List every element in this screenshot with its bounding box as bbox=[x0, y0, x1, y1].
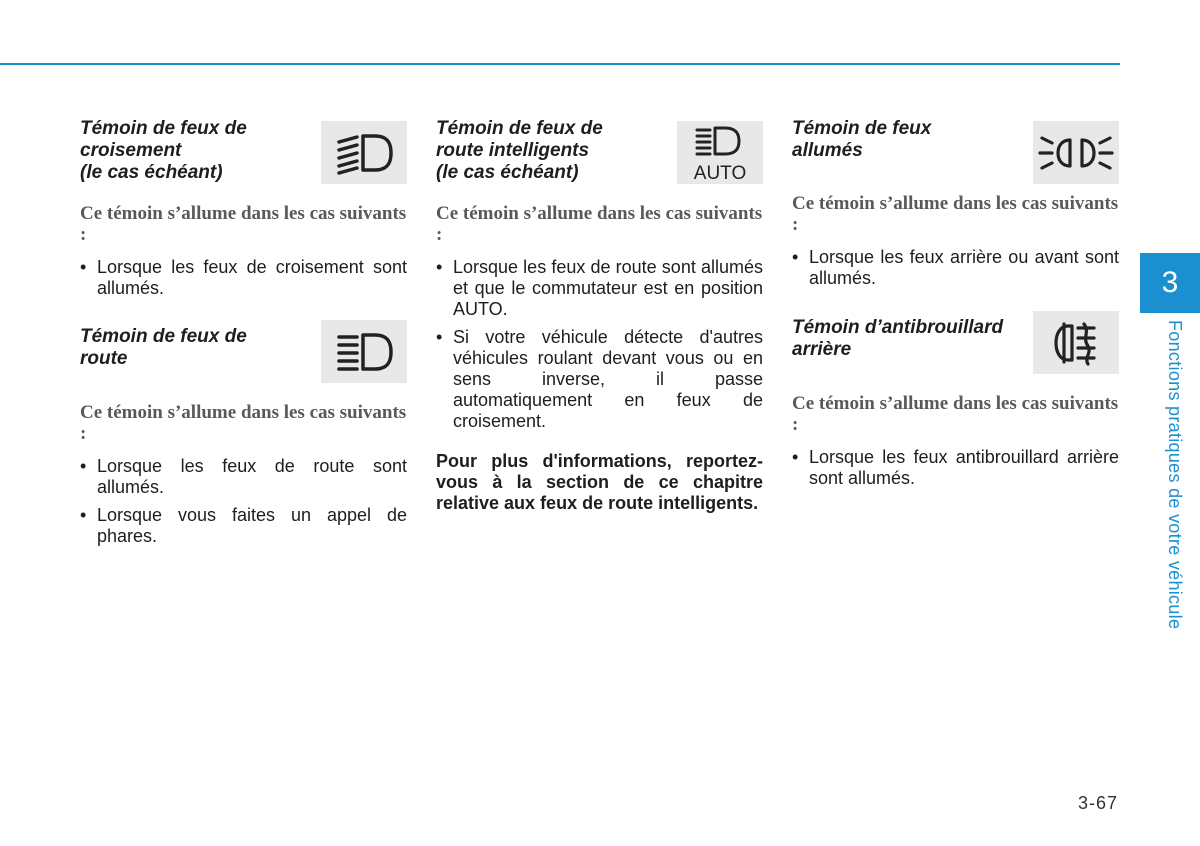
list-item: • Lorsque les feux de route sont allumés. bbox=[80, 456, 407, 498]
column-1 bbox=[80, 118, 407, 554]
section-heading: Témoin de feux de route intelligents (le cas échéant) bbox=[436, 118, 603, 183]
section-high-beam bbox=[80, 326, 407, 547]
chapter-tab: 3 bbox=[1140, 253, 1200, 313]
auto-high-beam-icon bbox=[677, 121, 763, 184]
section-heading: Témoin de feux allumés bbox=[792, 118, 932, 161]
section-heading: Témoin de feux de croisement (le cas échéant) bbox=[80, 118, 247, 183]
section-intro: Ce témoin s’allume dans les cas suivants : bbox=[80, 402, 407, 444]
reference-note: Pour plus d'informations, reportez-vous à la section de ce chapitre relative aux feux de route intelligents. bbox=[436, 451, 763, 513]
bullet-list bbox=[80, 456, 407, 547]
chapter-title: Fonctions pratiques de votre véhicule bbox=[1165, 320, 1185, 630]
page-number: 3-67 bbox=[1078, 793, 1119, 813]
bullet-list bbox=[792, 247, 1119, 289]
list-item: • Lorsque les feux arrière ou avant sont allumés. bbox=[792, 247, 1119, 289]
section-rear-fog bbox=[792, 317, 1119, 489]
section-lights-on bbox=[792, 118, 1119, 289]
column-2 bbox=[436, 118, 763, 514]
bullet-list bbox=[436, 257, 763, 432]
column-3 bbox=[792, 118, 1119, 496]
section-intro: Ce témoin s’allume dans les cas suivants : bbox=[436, 203, 763, 245]
bullet-list bbox=[80, 257, 407, 299]
rear-fog-icon bbox=[1033, 311, 1119, 374]
list-item: • Lorsque vous faites un appel de phares. bbox=[80, 505, 407, 547]
low-beam-icon bbox=[321, 121, 407, 184]
section-heading: Témoin d’antibrouillard arrière bbox=[792, 317, 1004, 360]
section-low-beam bbox=[80, 118, 407, 299]
section-smart-high-beam bbox=[436, 118, 763, 514]
auto-label: AUTO bbox=[693, 162, 747, 182]
section-intro: Ce témoin s’allume dans les cas suivants : bbox=[792, 393, 1119, 435]
high-beam-icon bbox=[321, 320, 407, 383]
section-intro: Ce témoin s’allume dans les cas suivants : bbox=[80, 203, 407, 245]
section-intro: Ce témoin s’allume dans les cas suivants : bbox=[792, 193, 1119, 235]
list-item: • Lorsque les feux de croisement sont allumés. bbox=[80, 257, 407, 299]
list-item: • Lorsque les feux antibrouillard arrière sont allumés. bbox=[792, 447, 1119, 489]
section-heading: Témoin de feux de route bbox=[80, 326, 247, 369]
list-item: • Lorsque les feux de route sont allumés et que le commutateur est en position AUTO. bbox=[436, 257, 763, 320]
list-item: • Si votre véhicule détecte d'autres véhicules roulant devant vous ou en sens inverse, il passe automatiquement en feux de croisement. bbox=[436, 327, 763, 432]
bullet-list bbox=[792, 447, 1119, 489]
position-lights-icon bbox=[1033, 121, 1119, 184]
top-rule bbox=[0, 63, 1120, 65]
